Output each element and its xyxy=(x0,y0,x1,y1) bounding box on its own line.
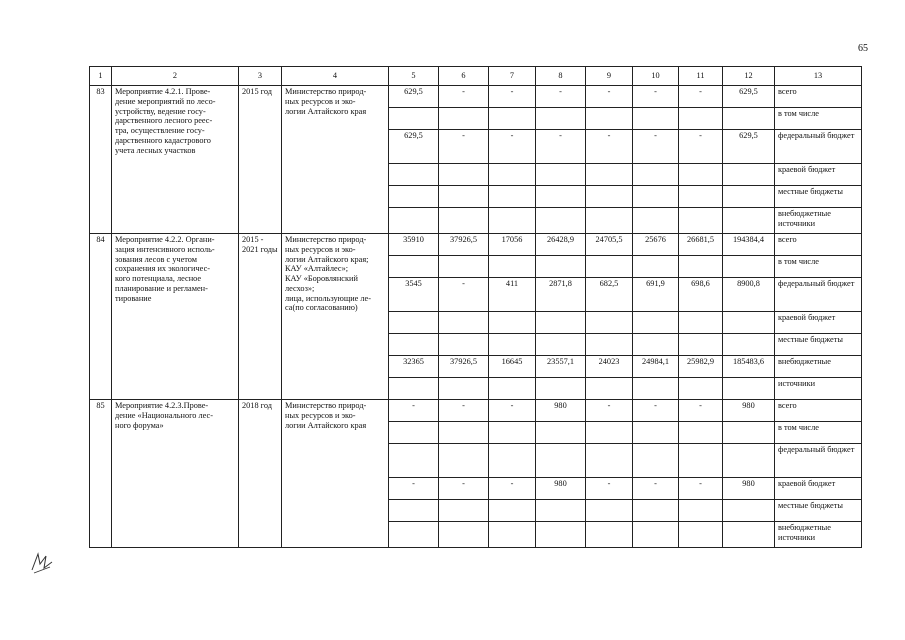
amount-cell: 980 xyxy=(536,400,586,422)
activity-years: 2018 год xyxy=(239,400,282,548)
amount-cell: - xyxy=(586,400,633,422)
amount-cell: 411 xyxy=(489,278,536,312)
amount-cell xyxy=(633,422,679,444)
amount-cell xyxy=(723,256,775,278)
amount-cell xyxy=(389,422,439,444)
funding-source: местные бюджеты xyxy=(775,334,862,356)
column-number-row xyxy=(90,67,862,86)
amount-cell xyxy=(679,186,723,208)
amount-cell xyxy=(389,208,439,234)
amount-cell: 35910 xyxy=(389,234,439,256)
activity-name-line: планирование и регламен- xyxy=(115,283,208,293)
amount-cell: - xyxy=(536,86,586,108)
amount-cell xyxy=(489,164,536,186)
funding-source: всего xyxy=(775,400,862,422)
amount-cell xyxy=(536,334,586,356)
executor-line: ных ресурсов и эко- xyxy=(285,410,356,420)
amount-cell xyxy=(633,378,679,400)
amount-cell: - xyxy=(586,130,633,164)
amount-cell xyxy=(536,312,586,334)
amount-cell xyxy=(586,522,633,548)
amount-cell: - xyxy=(633,478,679,500)
amount-cell xyxy=(586,312,633,334)
column-number: 1 xyxy=(90,67,112,86)
amount-cell xyxy=(679,444,723,478)
amount-cell: 980 xyxy=(536,478,586,500)
column-number: 5 xyxy=(389,67,439,86)
table-row xyxy=(90,86,862,108)
amount-cell: - xyxy=(439,86,489,108)
amount-cell xyxy=(389,312,439,334)
activity-years: 2015 - 2021 годы xyxy=(239,234,282,400)
executor-line: КАУ «Боровлянский xyxy=(285,274,358,284)
amount-cell xyxy=(586,334,633,356)
amount-cell xyxy=(439,108,489,130)
amount-cell xyxy=(586,186,633,208)
funding-source: местные бюджеты xyxy=(775,500,862,522)
activity-name-line: ного форума» xyxy=(115,420,164,430)
activity-name-line: кого потенциала, лесное xyxy=(115,274,202,284)
column-number: 2 xyxy=(112,67,239,86)
amount-cell xyxy=(586,500,633,522)
activity-name-line: сохранения их экологичес- xyxy=(115,264,211,274)
amount-cell: - xyxy=(679,130,723,164)
amount-cell xyxy=(389,108,439,130)
amount-cell xyxy=(489,500,536,522)
amount-cell xyxy=(439,164,489,186)
amount-cell xyxy=(389,256,439,278)
amount-cell: 26428,9 xyxy=(536,234,586,256)
executor-line: Министерство природ- xyxy=(285,235,367,244)
executor-line: Министерство природ- xyxy=(285,87,367,96)
amount-cell: 16645 xyxy=(489,356,536,378)
amount-cell xyxy=(439,334,489,356)
amount-cell: - xyxy=(439,478,489,500)
amount-cell xyxy=(679,500,723,522)
amount-cell: - xyxy=(389,478,439,500)
amount-cell xyxy=(586,164,633,186)
amount-cell xyxy=(389,500,439,522)
amount-cell: 691,9 xyxy=(633,278,679,312)
activity-name-line: учета лесных участков xyxy=(115,145,196,155)
amount-cell xyxy=(633,164,679,186)
amount-cell: - xyxy=(679,86,723,108)
activity-name xyxy=(112,400,239,548)
amount-cell xyxy=(586,208,633,234)
amount-cell xyxy=(489,522,536,548)
amount-cell xyxy=(633,312,679,334)
amount-cell: - xyxy=(489,130,536,164)
amount-cell xyxy=(489,444,536,478)
amount-cell xyxy=(723,208,775,234)
column-number: 8 xyxy=(536,67,586,86)
amount-cell: 24705,5 xyxy=(586,234,633,256)
amount-cell xyxy=(679,108,723,130)
amount-cell: 25676 xyxy=(633,234,679,256)
amount-cell xyxy=(586,256,633,278)
amount-cell: - xyxy=(439,278,489,312)
amount-cell xyxy=(439,522,489,548)
funding-source: в том числе xyxy=(775,422,862,444)
activity-number: 83 xyxy=(90,86,112,234)
amount-cell xyxy=(536,378,586,400)
amount-cell: 3545 xyxy=(389,278,439,312)
amount-cell xyxy=(489,422,536,444)
activity-name-line: дарственного лесного реес- xyxy=(115,116,213,126)
executor-line: Министерство природ- xyxy=(285,401,367,410)
amount-cell: 698,6 xyxy=(679,278,723,312)
amount-cell xyxy=(586,378,633,400)
amount-cell xyxy=(723,164,775,186)
column-number: 4 xyxy=(282,67,389,86)
funding-source: местные бюджеты xyxy=(775,186,862,208)
amount-cell: - xyxy=(439,400,489,422)
executor-line: са(по согласованию) xyxy=(285,303,358,313)
amount-cell: 185483,6 xyxy=(723,356,775,378)
funding-source: внебюджетные xyxy=(775,356,862,378)
amount-cell xyxy=(633,186,679,208)
amount-cell: 25982,9 xyxy=(679,356,723,378)
amount-cell: - xyxy=(586,86,633,108)
amount-cell xyxy=(679,378,723,400)
activity-name-line: Мероприятие 4.2.2. Органи- xyxy=(115,235,215,244)
amount-cell: 629,5 xyxy=(389,130,439,164)
amount-cell: - xyxy=(489,400,536,422)
amount-cell xyxy=(679,164,723,186)
amount-cell xyxy=(723,422,775,444)
funding-source: федеральный бюджет xyxy=(775,130,862,164)
amount-cell xyxy=(439,208,489,234)
amount-cell: - xyxy=(633,400,679,422)
amount-cell xyxy=(723,186,775,208)
amount-cell xyxy=(389,444,439,478)
amount-cell: - xyxy=(679,478,723,500)
amount-cell: 26681,5 xyxy=(679,234,723,256)
executor-line: ных ресурсов и эко- xyxy=(285,244,356,254)
activity-executor xyxy=(282,86,389,234)
amount-cell xyxy=(723,334,775,356)
amount-cell xyxy=(389,164,439,186)
column-number: 13 xyxy=(775,67,862,86)
amount-cell: - xyxy=(586,478,633,500)
amount-cell xyxy=(439,186,489,208)
amount-cell: - xyxy=(679,400,723,422)
funding-source: в том числе xyxy=(775,108,862,130)
amount-cell xyxy=(633,500,679,522)
amount-cell xyxy=(679,208,723,234)
funding-source: всего xyxy=(775,234,862,256)
column-number: 11 xyxy=(679,67,723,86)
amount-cell: 629,5 xyxy=(723,86,775,108)
amount-cell: 682,5 xyxy=(586,278,633,312)
amount-cell xyxy=(586,108,633,130)
funding-source: всего xyxy=(775,86,862,108)
funding-source: краевой бюджет xyxy=(775,478,862,500)
signature-mark xyxy=(28,548,56,576)
amount-cell xyxy=(679,422,723,444)
amount-cell: - xyxy=(633,130,679,164)
amount-cell: 629,5 xyxy=(389,86,439,108)
amount-cell xyxy=(723,312,775,334)
amount-cell xyxy=(489,208,536,234)
amount-cell xyxy=(489,334,536,356)
page-number: 65 xyxy=(858,43,868,54)
activity-name-line: зования лесов с учетом xyxy=(115,254,198,264)
activities-table xyxy=(89,66,862,548)
amount-cell xyxy=(389,378,439,400)
amount-cell xyxy=(536,500,586,522)
amount-cell xyxy=(536,422,586,444)
amount-cell xyxy=(439,422,489,444)
funding-source: в том числе xyxy=(775,256,862,278)
executor-line: логии Алтайского края xyxy=(285,106,367,116)
amount-cell: 8900,8 xyxy=(723,278,775,312)
amount-cell: 980 xyxy=(723,478,775,500)
amount-cell xyxy=(489,256,536,278)
activity-executor xyxy=(282,234,389,400)
amount-cell xyxy=(633,256,679,278)
executor-line: лица, использующие ле- xyxy=(285,293,371,303)
amount-cell: 629,5 xyxy=(723,130,775,164)
activity-name-line: устройству, ведение госу- xyxy=(115,106,206,116)
amount-cell xyxy=(723,108,775,130)
amount-cell xyxy=(723,500,775,522)
amount-cell xyxy=(536,256,586,278)
amount-cell: 17056 xyxy=(489,234,536,256)
activity-name-line: Мероприятие 4.2.1. Прове- xyxy=(115,87,211,96)
amount-cell xyxy=(489,186,536,208)
column-number: 6 xyxy=(439,67,489,86)
activity-name xyxy=(112,86,239,234)
amount-cell xyxy=(536,108,586,130)
amount-cell xyxy=(679,334,723,356)
amount-cell xyxy=(439,444,489,478)
executor-line: логии Алтайского края; xyxy=(285,254,369,264)
activity-name xyxy=(112,234,239,400)
amount-cell xyxy=(633,108,679,130)
funding-source: федеральный бюджет xyxy=(775,278,862,312)
amount-cell xyxy=(439,256,489,278)
column-number: 3 xyxy=(239,67,282,86)
amount-cell xyxy=(439,378,489,400)
amount-cell xyxy=(536,444,586,478)
amount-cell: 24023 xyxy=(586,356,633,378)
amount-cell: - xyxy=(389,400,439,422)
amount-cell: 2871,8 xyxy=(536,278,586,312)
activity-name-line: тра, осуществление госу- xyxy=(115,126,205,136)
table-row xyxy=(90,234,862,256)
amount-cell: - xyxy=(439,130,489,164)
amount-cell xyxy=(723,522,775,548)
amount-cell xyxy=(633,444,679,478)
executor-line: логии Алтайского края xyxy=(285,420,367,430)
amount-cell xyxy=(536,186,586,208)
amount-cell xyxy=(723,444,775,478)
amount-cell: - xyxy=(489,86,536,108)
funding-source: краевой бюджет xyxy=(775,164,862,186)
amount-cell: 194384,4 xyxy=(723,234,775,256)
amount-cell xyxy=(439,312,489,334)
activity-number: 85 xyxy=(90,400,112,548)
activity-years: 2015 год xyxy=(239,86,282,234)
amount-cell xyxy=(536,208,586,234)
amount-cell: 37926,5 xyxy=(439,356,489,378)
amount-cell xyxy=(679,256,723,278)
amount-cell: 980 xyxy=(723,400,775,422)
amount-cell xyxy=(439,500,489,522)
amount-cell: - xyxy=(489,478,536,500)
amount-cell: 24984,1 xyxy=(633,356,679,378)
amount-cell xyxy=(389,522,439,548)
funding-source: краевой бюджет xyxy=(775,312,862,334)
activity-name-line: дарственного кадастрового xyxy=(115,135,211,145)
table-row xyxy=(90,400,862,422)
funding-source: источники xyxy=(775,378,862,400)
activity-executor xyxy=(282,400,389,548)
amount-cell: - xyxy=(633,86,679,108)
funding-source: внебюджетные источники xyxy=(775,522,862,548)
amount-cell xyxy=(536,522,586,548)
amount-cell xyxy=(489,378,536,400)
column-number: 10 xyxy=(633,67,679,86)
amount-cell xyxy=(633,334,679,356)
amount-cell xyxy=(633,522,679,548)
executor-line: КАУ «Алтайлес»; xyxy=(285,264,349,274)
amount-cell xyxy=(489,108,536,130)
amount-cell: 23557,1 xyxy=(536,356,586,378)
activity-name-line: дение мероприятий по лесо- xyxy=(115,96,216,106)
table-body xyxy=(90,67,862,548)
column-number: 12 xyxy=(723,67,775,86)
activity-name-line: Мероприятие 4.2.3.Прове- xyxy=(115,401,209,410)
amount-cell: 32365 xyxy=(389,356,439,378)
executor-line: ных ресурсов и эко- xyxy=(285,96,356,106)
column-number: 9 xyxy=(586,67,633,86)
amount-cell xyxy=(536,164,586,186)
executor-line: лесхоз»; xyxy=(285,283,315,293)
activity-name-line: дение «Национального лес- xyxy=(115,410,213,420)
funding-source: федеральный бюджет xyxy=(775,444,862,478)
amount-cell: 37926,5 xyxy=(439,234,489,256)
activity-number: 84 xyxy=(90,234,112,400)
amount-cell: - xyxy=(536,130,586,164)
funding-source: внебюджетные источники xyxy=(775,208,862,234)
amount-cell xyxy=(586,444,633,478)
activity-name-line: зация интенсивного исполь- xyxy=(115,244,215,254)
amount-cell xyxy=(389,334,439,356)
amount-cell xyxy=(679,312,723,334)
column-number: 7 xyxy=(489,67,536,86)
amount-cell xyxy=(723,378,775,400)
amount-cell xyxy=(679,522,723,548)
amount-cell xyxy=(633,208,679,234)
amount-cell xyxy=(389,186,439,208)
amount-cell xyxy=(489,312,536,334)
amount-cell xyxy=(586,422,633,444)
activity-name-line: тирование xyxy=(115,293,152,303)
